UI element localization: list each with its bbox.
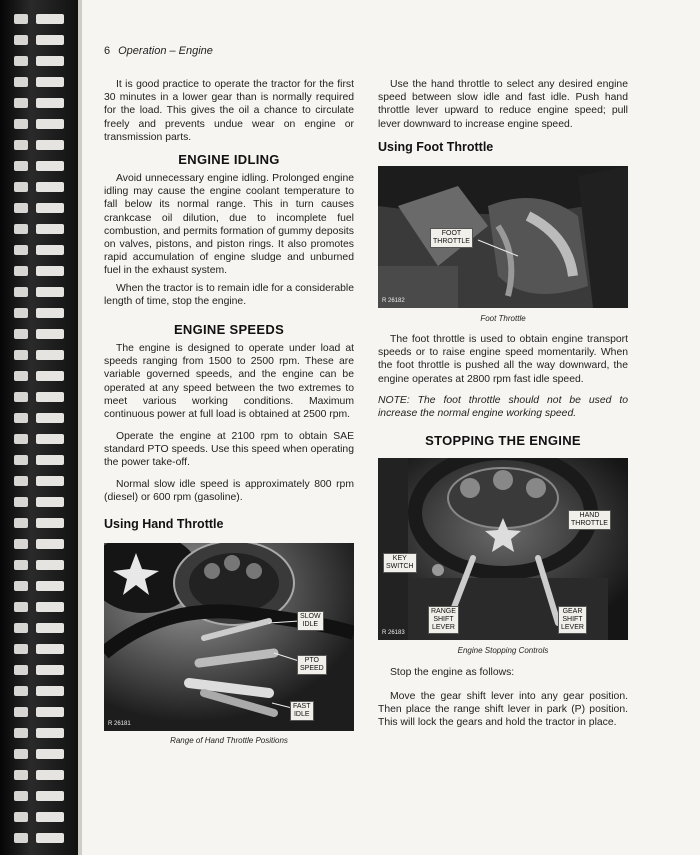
engine-speeds-heading: ENGINE SPEEDS	[173, 322, 285, 337]
engine-speeds-paragraph-2: Operate the engine at 2100 rpm to obtain SAE standard PTO speeds. Use this speed when operating the power take-off.	[104, 431, 354, 469]
stopping-controls-caption: Engine Stopping Controls	[457, 646, 549, 655]
binding-ring	[14, 350, 64, 360]
binding-loop	[36, 644, 64, 654]
binding-loop	[36, 350, 64, 360]
binding-ring	[14, 665, 64, 675]
binding-loop	[36, 413, 64, 423]
binding-loop	[36, 140, 64, 150]
binding-hole	[14, 833, 28, 843]
binding-ring	[14, 77, 64, 87]
binding-loop	[36, 434, 64, 444]
engine-speeds-paragraph-3: Normal slow idle speed is approximately 800 rpm (diesel) or 600 rpm (gasoline).	[104, 479, 354, 504]
binding-ring	[14, 812, 64, 822]
binding-loop	[36, 287, 64, 297]
binding-loop	[36, 455, 64, 465]
hand-throttle-illustration	[104, 543, 354, 731]
binding-ring	[14, 644, 64, 654]
binding-loop	[36, 35, 64, 45]
binding-ring	[14, 308, 64, 318]
binding-hole	[14, 455, 28, 465]
binding-hole	[14, 392, 28, 402]
binding-ring	[14, 140, 64, 150]
binding-hole	[14, 644, 28, 654]
binding-ring	[14, 749, 64, 759]
binding-hole	[14, 35, 28, 45]
foot-throttle-note: NOTE: The foot throttle should not be used to increase the normal engine working speed.	[378, 395, 628, 420]
binding-hole	[14, 497, 28, 507]
binding-loop	[36, 329, 64, 339]
binding-hole	[14, 686, 28, 696]
binding-loop	[36, 56, 64, 66]
binding-ring	[14, 35, 64, 45]
binding-ring	[14, 686, 64, 696]
foot-throttle-callout: FOOT THROTTLE	[430, 228, 473, 248]
binding-loop	[36, 14, 64, 24]
binding-ring	[14, 581, 64, 591]
binding-ring	[14, 497, 64, 507]
binding-ring	[14, 203, 64, 213]
binding-loop	[36, 266, 64, 276]
binding-hole	[14, 119, 28, 129]
binding-loop	[36, 119, 64, 129]
binding-loop	[36, 518, 64, 528]
binding-loop	[36, 203, 64, 213]
engine-idling-paragraph-2: When the tractor is to remain idle for a considerable length of time, stop the engine.	[104, 283, 354, 308]
binding-ring	[14, 455, 64, 465]
binding-hole	[14, 665, 28, 675]
binding-ring	[14, 224, 64, 234]
binding-loop	[36, 77, 64, 87]
stopping-paragraph-2: Move the gear shift lever into any gear position. Then place the range shift lever in park (P) position. This will lock the gears and hold the tractor in place.	[378, 691, 628, 729]
binding-hole	[14, 329, 28, 339]
range-shift-lever-callout: RANGE SHIFT LEVER	[428, 606, 459, 634]
binding-hole	[14, 749, 28, 759]
binding-ring	[14, 14, 64, 24]
engine-speeds-paragraph-1: The engine is designed to operate under load at speeds ranging from 1500 to 2500 rpm. These are variable governed speeds, and the engine can be operated at any speed between the two extremes to meet various working conditions. Maximum continuous power at full load is obtained at 2500 rpm.	[104, 343, 354, 421]
page-number: 6	[104, 45, 111, 57]
binding-loop	[36, 476, 64, 486]
binding-hole	[14, 539, 28, 549]
binding-loop	[36, 749, 64, 759]
binding-hole	[14, 14, 28, 24]
binding-loop	[36, 161, 64, 171]
binding-hole	[14, 770, 28, 780]
binding-ring	[14, 56, 64, 66]
binding-loop	[36, 182, 64, 192]
binding-hole	[14, 413, 28, 423]
binding-hole	[14, 518, 28, 528]
binding-hole	[14, 287, 28, 297]
binding-ring	[14, 329, 64, 339]
hand-throttle-photo	[104, 543, 354, 731]
hand-throttle-caption: Range of Hand Throttle Positions	[170, 736, 288, 745]
binding-loop	[36, 308, 64, 318]
fast-idle-callout: FAST IDLE	[290, 701, 314, 721]
binding-hole	[14, 245, 28, 255]
binding-loop	[36, 539, 64, 549]
pto-speed-callout: PTO SPEED	[297, 655, 327, 675]
binding-hole	[14, 56, 28, 66]
binding-loop	[36, 707, 64, 717]
binding-loop	[36, 665, 64, 675]
foot-throttle-figure-id: R 26182	[382, 298, 405, 304]
stopping-paragraph-1: Stop the engine as follows:	[390, 667, 515, 678]
binding-ring	[14, 245, 64, 255]
page-header	[104, 45, 213, 57]
foot-throttle-paragraph: The foot throttle is used to obtain engine transport speeds or to raise engine speed momentarily. When the foot throttle is pushed all the way downward, the engine operates at 2800 rpm fast idle speed.	[378, 334, 628, 385]
binding-hole	[14, 308, 28, 318]
binding-hole	[14, 371, 28, 381]
binding-ring	[14, 392, 64, 402]
engine-idling-paragraph-1: Avoid unnecessary engine idling. Prolonged engine idling may cause the engine coolant temperature to fall below its normal range. This in turn causes crankcase oil dilution, due to incomplete fuel combustion, and permits formation of gummy deposits on valves, pistons, and piston rings. It also promotes rapid accumulation of engine sludge and unburned fuel in the exhaust system.	[104, 173, 354, 277]
binding-ring	[14, 98, 64, 108]
binding-ring	[14, 560, 64, 570]
binding-loop	[36, 686, 64, 696]
key-switch-callout: KEY SWITCH	[383, 553, 417, 573]
binding-loop	[36, 581, 64, 591]
binding-ring	[14, 539, 64, 549]
binding-ring	[14, 518, 64, 528]
foot-throttle-caption: Foot Throttle	[480, 314, 526, 323]
gear-shift-lever-callout: GEAR SHIFT LEVER	[558, 606, 587, 634]
hand-throttle-paragraph: Use the hand throttle to select any desired engine speed between slow idle and fast idle. Push hand throttle lever upward to reduce engine speed; pull lever downward to increase engine speed.	[378, 79, 628, 130]
hand-throttle-callout: HAND THROTTLE	[568, 510, 611, 530]
binding-hole	[14, 434, 28, 444]
hand-throttle-figure-id: R 26181	[108, 721, 131, 727]
intro-paragraph: It is good practice to operate the tractor for the first 30 minutes in a lower gear than is normally required for the load. This gives the oil a chance to circulate freely and prevents undue wear on engine or transmission parts.	[104, 79, 354, 143]
binding-hole	[14, 707, 28, 717]
stopping-figure-id: R 26183	[382, 630, 405, 636]
binding-loop	[36, 602, 64, 612]
stopping-controls-illustration	[378, 458, 628, 640]
spiral-binding	[0, 0, 78, 855]
foot-throttle-photo	[378, 166, 628, 308]
binding-hole	[14, 623, 28, 633]
binding-ring	[14, 602, 64, 612]
binding-loop	[36, 728, 64, 738]
binding-hole	[14, 602, 28, 612]
binding-hole	[14, 77, 28, 87]
binding-hole	[14, 791, 28, 801]
binding-hole	[14, 350, 28, 360]
hand-throttle-heading: Using Hand Throttle	[104, 517, 224, 531]
binding-ring	[14, 182, 64, 192]
binding-loop	[36, 833, 64, 843]
binding-ring	[14, 833, 64, 843]
binding-loop	[36, 497, 64, 507]
binding-loop	[36, 770, 64, 780]
binding-ring	[14, 707, 64, 717]
binding-loop	[36, 371, 64, 381]
binding-ring	[14, 623, 64, 633]
foot-throttle-illustration	[378, 166, 628, 308]
binding-hole	[14, 98, 28, 108]
binding-hole	[14, 224, 28, 234]
binding-ring	[14, 413, 64, 423]
binding-hole	[14, 728, 28, 738]
foot-throttle-heading: Using Foot Throttle	[378, 140, 494, 154]
binding-ring	[14, 287, 64, 297]
binding-ring	[14, 371, 64, 381]
binding-loop	[36, 245, 64, 255]
binding-ring	[14, 119, 64, 129]
binding-loop	[36, 623, 64, 633]
binding-ring	[14, 791, 64, 801]
slow-idle-callout: SLOW IDLE	[297, 611, 324, 631]
page-title: Operation – Engine	[118, 45, 213, 57]
binding-hole	[14, 266, 28, 276]
binding-loop	[36, 560, 64, 570]
engine-idling-heading: ENGINE IDLING	[178, 152, 280, 167]
binding-hole	[14, 476, 28, 486]
binding-hole	[14, 581, 28, 591]
binding-hole	[14, 140, 28, 150]
binding-ring	[14, 266, 64, 276]
binding-loop	[36, 812, 64, 822]
binding-hole	[14, 812, 28, 822]
binding-hole	[14, 203, 28, 213]
binding-hole	[14, 182, 28, 192]
binding-ring	[14, 434, 64, 444]
binding-ring	[14, 728, 64, 738]
binding-hole	[14, 560, 28, 570]
binding-ring	[14, 770, 64, 780]
binding-ring	[14, 476, 64, 486]
binding-loop	[36, 392, 64, 402]
stopping-controls-photo	[378, 458, 628, 640]
binding-loop	[36, 224, 64, 234]
binding-loop	[36, 98, 64, 108]
binding-ring	[14, 161, 64, 171]
stopping-engine-heading: STOPPING THE ENGINE	[425, 433, 581, 448]
binding-loop	[36, 791, 64, 801]
binding-hole	[14, 161, 28, 171]
